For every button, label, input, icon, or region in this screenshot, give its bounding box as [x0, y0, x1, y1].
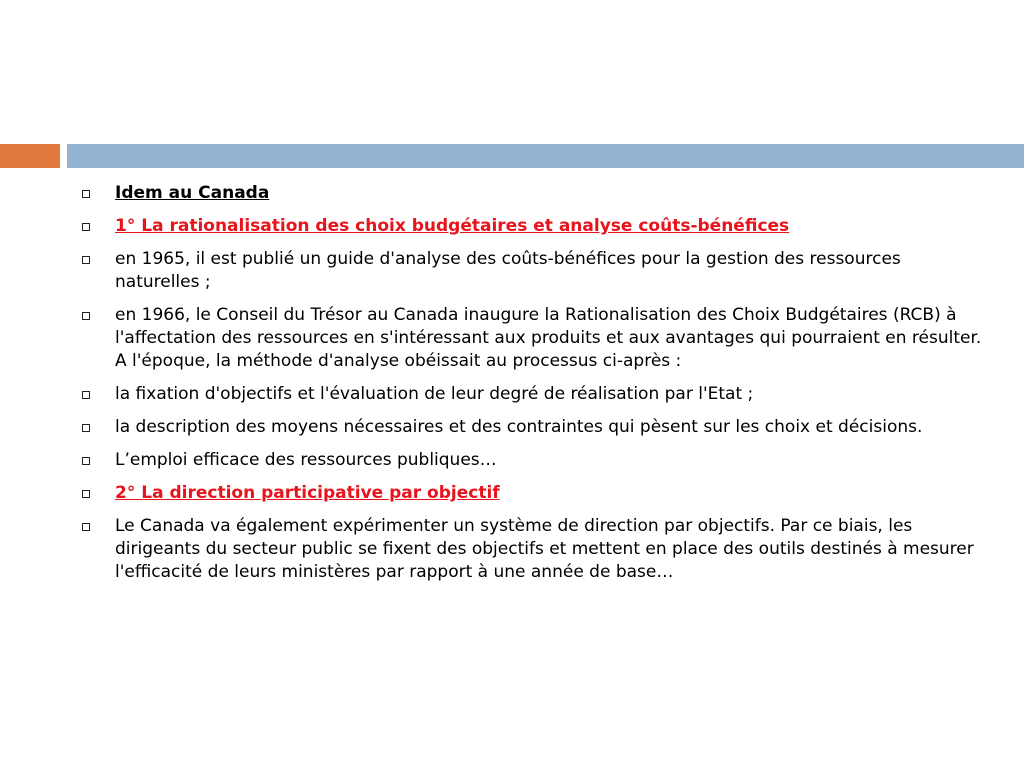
square-bullet-icon	[82, 256, 90, 264]
list-item	[82, 515, 982, 584]
list-item	[82, 416, 982, 439]
paragraph-direction-objectifs: Le Canada va également expérimenter un système de direction par objectifs. Par ce biais, les dirigeants du secteur public se fixent des objectifs et mettent en place des outils destinés à mesurer l'efficacité de leurs ministères par rapport à une année de base…	[115, 516, 974, 582]
paragraph-1966: en 1966, le Conseil du Trésor au Canada inaugure la Rationalisation des Choix Budgétaires (RCB) à l'affectation des ressources en s'intéressant aux produits et aux avantages qui pourraient en résulter. A l'époque, la méthode d'analyse obéissait au processus ci-après :	[115, 305, 982, 371]
accent-band-blue	[67, 144, 1024, 168]
paragraph-objectives: la fixation d'objectifs et l'évaluation de leur degré de réalisation par l'Etat ;	[115, 384, 754, 404]
list-item	[82, 449, 982, 472]
list-item	[82, 304, 982, 373]
square-bullet-icon	[82, 457, 90, 465]
square-bullet-icon	[82, 223, 90, 231]
bullet-list	[82, 182, 982, 594]
square-bullet-icon	[82, 312, 90, 320]
square-bullet-icon	[82, 490, 90, 498]
square-bullet-icon	[82, 523, 90, 531]
paragraph-resources: L’emploi efficace des ressources publiques…	[115, 450, 497, 470]
list-item	[82, 215, 982, 238]
list-item	[82, 482, 982, 505]
heading-rcb: 1° La rationalisation des choix budgétaires et analyse coûts-bénéfices	[115, 216, 790, 236]
square-bullet-icon	[82, 391, 90, 399]
paragraph-1965: en 1965, il est publié un guide d'analyse des coûts-bénéfices pour la gestion des ressources naturelles ;	[115, 249, 901, 292]
paragraph-means: la description des moyens nécessaires et des contraintes qui pèsent sur les choix et décisions.	[115, 417, 923, 437]
list-item	[82, 182, 982, 205]
heading-dpo: 2° La direction participative par objectif	[115, 483, 500, 503]
square-bullet-icon	[82, 190, 90, 198]
list-item	[82, 248, 982, 294]
accent-band-orange	[0, 144, 60, 168]
heading-canada: Idem au Canada	[115, 183, 270, 203]
list-item	[82, 383, 982, 406]
square-bullet-icon	[82, 424, 90, 432]
